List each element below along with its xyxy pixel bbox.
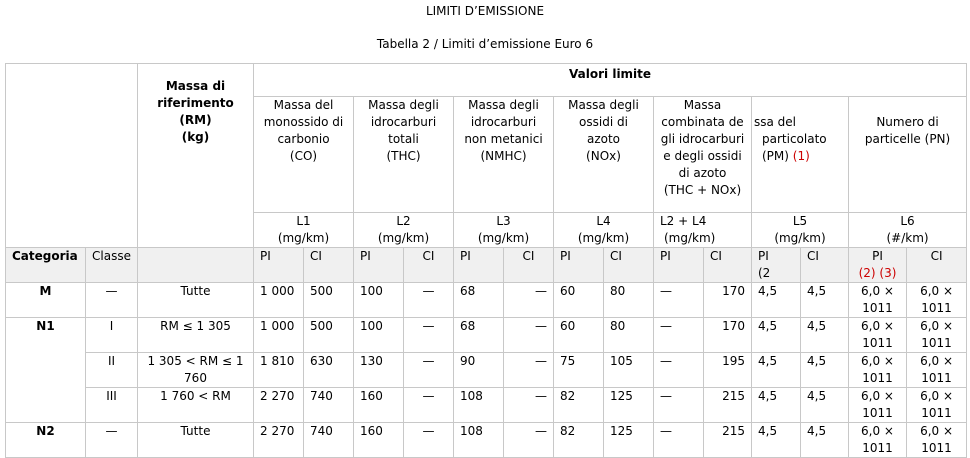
ci-header: CI bbox=[801, 248, 849, 283]
reference-mass-cell: Tutte bbox=[138, 283, 254, 318]
value-cell: 4,5 bbox=[752, 283, 801, 318]
value-cell: 6,0 × 1011 bbox=[849, 283, 907, 318]
value-cell: 6,0 × 1011 bbox=[907, 423, 967, 458]
document-title: LIMITI D’EMISSIONE bbox=[425, 4, 545, 18]
table-row bbox=[6, 388, 967, 423]
value-cell: 6,0 × 1011 bbox=[907, 353, 967, 388]
value-cell: 1 810 bbox=[254, 353, 304, 388]
value-cell: — bbox=[404, 388, 454, 423]
value-cell: 6,0 × 1011 bbox=[849, 318, 907, 353]
value-cell: 6,0 × 1011 bbox=[849, 353, 907, 388]
table-row bbox=[6, 283, 967, 318]
value-cell: 195 bbox=[704, 353, 752, 388]
value-cell: 2 270 bbox=[254, 423, 304, 458]
pi-header: PI bbox=[454, 248, 504, 283]
footnote-2: (2 bbox=[758, 266, 771, 280]
class-cell: — bbox=[86, 283, 138, 318]
value-cell: 75 bbox=[554, 353, 604, 388]
pi-header: PI bbox=[354, 248, 404, 283]
reference-mass-cell: Tutte bbox=[138, 423, 254, 458]
value-cell: 4,5 bbox=[801, 318, 849, 353]
value-cell: 6,0 × 1011 bbox=[907, 283, 967, 318]
value-cell: — bbox=[504, 353, 554, 388]
table-caption: Tabella 2 / Limiti d’emissione Euro 6 bbox=[376, 37, 594, 51]
value-cell: — bbox=[404, 318, 454, 353]
value-cell: 108 bbox=[454, 388, 504, 423]
limit-values-header: Valori limite bbox=[254, 64, 967, 97]
value-cell: 68 bbox=[454, 283, 504, 318]
value-cell: 100 bbox=[354, 318, 404, 353]
ci-header: CI bbox=[304, 248, 354, 283]
value-cell: — bbox=[504, 388, 554, 423]
class-cell: I bbox=[86, 318, 138, 353]
value-cell: 6,0 × 1011 bbox=[849, 388, 907, 423]
value-cell: — bbox=[504, 318, 554, 353]
value-cell: 6,0 × 1011 bbox=[849, 423, 907, 458]
category-cell: M bbox=[6, 283, 86, 318]
blank-header-cell bbox=[6, 64, 138, 248]
category-cell: N1 bbox=[6, 318, 86, 423]
class-cell: II bbox=[86, 353, 138, 388]
value-cell: — bbox=[504, 423, 554, 458]
value-cell: 1 000 bbox=[254, 318, 304, 353]
pn-count-header: Numero di particelle (PN) bbox=[849, 97, 967, 213]
value-cell: 170 bbox=[704, 283, 752, 318]
value-cell: 68 bbox=[454, 318, 504, 353]
value-cell: 1 000 bbox=[254, 283, 304, 318]
class-cell: — bbox=[86, 423, 138, 458]
pi-header: PI bbox=[654, 248, 704, 283]
value-cell: 82 bbox=[554, 388, 604, 423]
value-cell: 105 bbox=[604, 353, 654, 388]
ci-header: CI bbox=[604, 248, 654, 283]
pi-header: PI bbox=[554, 248, 604, 283]
pi-header: PI bbox=[254, 248, 304, 283]
value-cell: 740 bbox=[304, 388, 354, 423]
value-cell: 500 bbox=[304, 318, 354, 353]
footnote-2-3: (2) (3) bbox=[858, 266, 897, 280]
value-cell: 740 bbox=[304, 423, 354, 458]
table-row bbox=[6, 353, 967, 388]
l5-header: L5 (mg/km) bbox=[752, 213, 849, 248]
value-cell: 80 bbox=[604, 283, 654, 318]
l2-l4-header: L2 + L4 (mg/km) bbox=[654, 213, 752, 248]
value-cell: — bbox=[404, 423, 454, 458]
thc-mass-header: Massa degli idrocarburi totali (THC) bbox=[354, 97, 454, 213]
value-cell: 130 bbox=[354, 353, 404, 388]
emission-limits-table bbox=[5, 63, 967, 458]
l3-header: L3 (mg/km) bbox=[454, 213, 554, 248]
l6-header: L6 (#/km) bbox=[849, 213, 967, 248]
ci-header: CI bbox=[404, 248, 454, 283]
ci-header: CI bbox=[704, 248, 752, 283]
reference-mass-cell: RM ≤ 1 305 bbox=[138, 318, 254, 353]
reference-mass-header: Massa di riferimento (RM) (kg) bbox=[138, 64, 254, 248]
value-cell: 6,0 × 1011 bbox=[907, 318, 967, 353]
blank-header-cell bbox=[138, 248, 254, 283]
class-cell: III bbox=[86, 388, 138, 423]
value-cell: 500 bbox=[304, 283, 354, 318]
class-header: Classe bbox=[86, 248, 138, 283]
value-cell: 4,5 bbox=[752, 388, 801, 423]
value-cell: 4,5 bbox=[801, 423, 849, 458]
value-cell: 60 bbox=[554, 318, 604, 353]
value-cell: 4,5 bbox=[801, 388, 849, 423]
value-cell: — bbox=[404, 353, 454, 388]
value-cell: 108 bbox=[454, 423, 504, 458]
value-cell: 4,5 bbox=[752, 353, 801, 388]
table-row bbox=[6, 318, 967, 353]
table-row bbox=[6, 423, 967, 458]
pi-header: PI (2 bbox=[752, 248, 801, 283]
value-cell: — bbox=[654, 283, 704, 318]
reference-mass-cell: 1 305 < RM ≤ 1 760 bbox=[138, 353, 254, 388]
value-cell: 160 bbox=[354, 423, 404, 458]
pm-mass-header: ssa del particolato (PM) (1) bbox=[752, 97, 849, 213]
value-cell: 90 bbox=[454, 353, 504, 388]
value-cell: 82 bbox=[554, 423, 604, 458]
value-cell: 125 bbox=[604, 388, 654, 423]
category-header: Categoria bbox=[6, 248, 86, 283]
ci-header: CI bbox=[504, 248, 554, 283]
value-cell: 630 bbox=[304, 353, 354, 388]
thc-nox-mass-header: Massa combinata de gli idrocarburi e degli ossidi di azoto (THC + NOx) bbox=[654, 97, 752, 213]
ci-header: CI bbox=[907, 248, 967, 283]
value-cell: — bbox=[654, 423, 704, 458]
value-cell: 160 bbox=[354, 388, 404, 423]
value-cell: 6,0 × 1011 bbox=[907, 388, 967, 423]
value-cell: 2 270 bbox=[254, 388, 304, 423]
reference-mass-cell: 1 760 < RM bbox=[138, 388, 254, 423]
value-cell: 215 bbox=[704, 423, 752, 458]
value-cell: 4,5 bbox=[801, 353, 849, 388]
l2-header: L2 (mg/km) bbox=[354, 213, 454, 248]
value-cell: 125 bbox=[604, 423, 654, 458]
value-cell: — bbox=[504, 283, 554, 318]
value-cell: 4,5 bbox=[801, 283, 849, 318]
value-cell: 215 bbox=[704, 388, 752, 423]
value-cell: 4,5 bbox=[752, 423, 801, 458]
l1-header: L1 (mg/km) bbox=[254, 213, 354, 248]
nox-mass-header: Massa degli ossidi di azoto (NOx) bbox=[554, 97, 654, 213]
value-cell: — bbox=[654, 318, 704, 353]
pi-header: PI (2) (3) bbox=[849, 248, 907, 283]
value-cell: — bbox=[654, 353, 704, 388]
value-cell: 170 bbox=[704, 318, 752, 353]
nmhc-mass-header: Massa degli idrocarburi non metanici (NMHC) bbox=[454, 97, 554, 213]
value-cell: 60 bbox=[554, 283, 604, 318]
value-cell: 80 bbox=[604, 318, 654, 353]
value-cell: 4,5 bbox=[752, 318, 801, 353]
value-cell: — bbox=[404, 283, 454, 318]
l4-header: L4 (mg/km) bbox=[554, 213, 654, 248]
footnote-1: (1) bbox=[792, 149, 810, 163]
value-cell: — bbox=[654, 388, 704, 423]
co-mass-header: Massa del monossido di carbonio (CO) bbox=[254, 97, 354, 213]
category-cell: N2 bbox=[6, 423, 86, 458]
value-cell: 100 bbox=[354, 283, 404, 318]
